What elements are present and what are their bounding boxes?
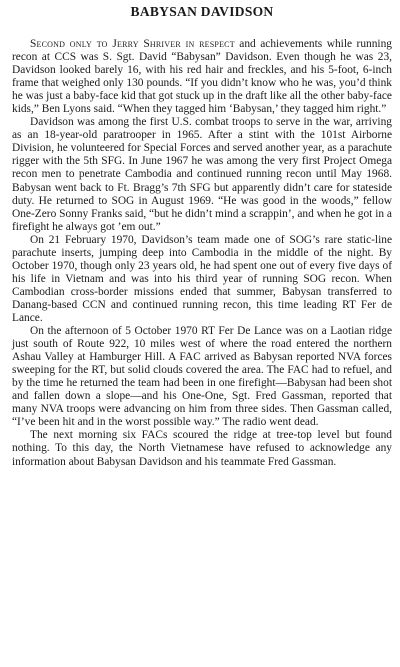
lead-in-small-caps: Second only to Jerry Shriver in respect [30,38,235,50]
paragraph-3: On 21 February 1970, Davidson’s team made one of SOG’s rare static-line parachute inserts, jumping deep into Cambodia in the middle of the night. By October 1970, though only 23 years old, he had spent one out of every five days of his life in Vietnam and was into his third year of running SOG recon. When Cambodian cross-border missions ended that summer, Babysan transferred to Danang-based CCN and continued running recon, this time leading RT Fer de Lance. [12,233,392,324]
paragraph-1 [12,38,392,116]
document-title: BABYSAN DAVIDSON [130,4,274,19]
paragraph-2: Davidson was among the first U.S. combat troops to serve in the war, arriving as an 18-year-old paratrooper in 1965. After a stint with the 101st Airborne Division, he volunteered for Special Forces and served another year, as a parachute rigger with the 5th SFG. In June 1967 he was among the very first Project Omega recon men to penetrate Cambodia and continued running recon until May 1968. Babysan went back to Ft. Bragg’s 7th SFG but apparently didn’t care for stateside duty. He returned to SOG in August 1969. “He was good in the woods,” fellow One-Zero Sonny Franks said, “but he didn’t mind a scrappin’, and when he got in a firefight he always got ’em out.” [12,116,392,233]
paragraph-5: The next morning six FACs scoured the ridge at tree-top level but found nothing. To this day, the North Vietnamese have refused to acknowledge any information about Babysan Davidson and his teammate Fred Gassman. [12,429,392,468]
paragraph-4: On the afternoon of 5 October 1970 RT Fer De Lance was on a Laotian ridge just south of Route 922, 10 miles west of where the road entered the northern Ashau Valley at Hamburger Hill. A FAC arrived as Babysan reported NVA forces sweeping for the RT, but solid clouds covered the area. The FAC had to refuel, and by the time he returned the team had been in one firefight—Babysan had been shot and fallen down a slope—and his One-One, Sgt. Fred Gassman, reported that many NVA troops were advancing on him from three sides. Then Gassman called, “I’ve been hit and in the worst possible way.” The radio went dead. [12,325,392,429]
paragraph-1-text: and achievements while running recon at CCS was S. Sgt. David “Babysan” Davidson. Even though he was 23, Davidson looked barely 16, with his red hair and freckles, and his 5-foot, 6-inch frame that weighed only 130 pounds. “If you didn’t know who he was, you’d think he was just a baby-face kid that got stuck up in the draft like all the other baby-face kids,” Ben Lyons said. “When they tagged him ‘Babysan,’ they tagged him right.” [12,38,392,116]
